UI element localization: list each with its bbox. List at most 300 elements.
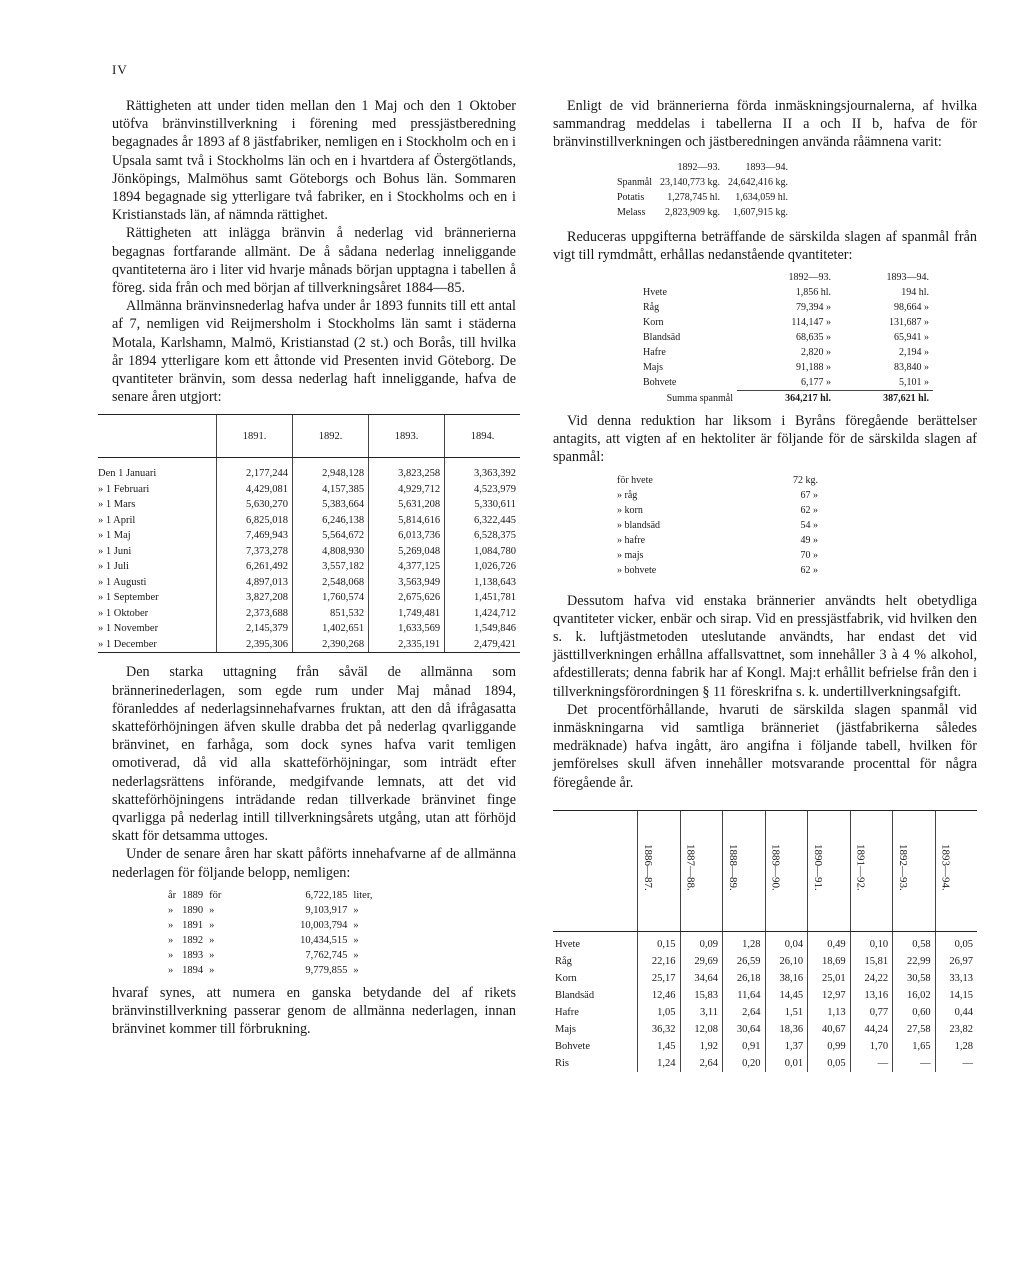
cell: 2,373,688	[217, 606, 293, 622]
row-label: » 1 Oktober	[98, 607, 149, 619]
cell: liter,	[353, 889, 373, 901]
cell: 26,18	[723, 970, 766, 987]
cell: —	[935, 1055, 977, 1072]
row-label: Spanmål	[617, 176, 652, 188]
table-header-blank	[98, 415, 217, 458]
cell: 1,45	[638, 1038, 681, 1055]
table-header	[765, 810, 808, 931]
table-header: 1894.	[445, 415, 520, 458]
row-label: » råg	[617, 489, 638, 501]
row-label: » korn	[617, 504, 643, 516]
cell: 1,749,481	[369, 606, 445, 622]
sum-cell: 387,621 hl.	[883, 393, 929, 405]
cell: 5,383,664	[293, 497, 369, 513]
cell: 12,08	[680, 1021, 723, 1038]
cell: 62 »	[800, 504, 819, 516]
cell: 83,840 »	[894, 362, 929, 374]
cell: »	[209, 904, 215, 916]
table-row	[98, 606, 520, 622]
row-label: » bohvete	[617, 564, 657, 576]
cell: 1,37	[765, 1038, 808, 1055]
table-row	[553, 1004, 977, 1021]
cell: 23,140,773 kg.	[660, 176, 720, 188]
cell: 114,147 »	[791, 317, 831, 329]
cell: 1,24	[638, 1055, 681, 1072]
cell: 12,97	[808, 987, 851, 1004]
row-label: » majs	[617, 549, 644, 561]
cell: 5,814,616	[369, 513, 445, 529]
cell: »	[353, 934, 359, 946]
cell: —	[850, 1055, 893, 1072]
table-row	[639, 315, 933, 330]
cell: 36,32	[638, 1021, 681, 1038]
cell: 2,823,909 kg.	[665, 206, 720, 218]
cell: 38,16	[765, 970, 808, 987]
cell: 15,83	[680, 987, 723, 1004]
row-label: Majs	[555, 1023, 576, 1035]
table-header-blank	[613, 160, 656, 175]
table-row	[98, 590, 520, 606]
cell: 5,564,672	[293, 528, 369, 544]
cell: 26,10	[765, 953, 808, 970]
cell: 3,11	[680, 1004, 723, 1021]
cell: 26,59	[723, 953, 766, 970]
table-row	[639, 360, 933, 375]
paragraph-conclusion: hvaraf synes, att numera en ganska betydande del af rikets bränvinstillverkning passerar genom de allmänna nederlagen, innan bränvinet kommer till förbrukning.	[112, 984, 516, 1038]
header-label: 1893—94.	[939, 844, 952, 892]
table-row	[639, 330, 933, 345]
header-label: 1890—91.	[812, 844, 825, 892]
table-row	[613, 488, 822, 503]
grain-percentage-table	[553, 810, 977, 1072]
cell: 25,01	[808, 970, 851, 987]
cell: 2,177,244	[217, 458, 293, 482]
row-label: » 1 December	[98, 637, 217, 653]
row-label: Blandsäd	[643, 332, 681, 344]
header-label: 1889—90.	[769, 844, 782, 892]
row-label: » 1 November	[98, 623, 159, 635]
row-label: Korn	[643, 317, 664, 329]
row-label: » 1 September	[98, 592, 159, 604]
row-label: Bohvete	[555, 1040, 590, 1052]
cell: 1,634,059 hl.	[735, 191, 788, 203]
cell: 1,633,569	[369, 621, 445, 637]
row-label: » 1 Mars	[98, 499, 136, 511]
sum-cell: 364,217 hl.	[785, 393, 831, 405]
cell: 67 »	[800, 489, 819, 501]
grain-volume-table	[639, 270, 933, 406]
cell: 91,188 »	[796, 362, 831, 374]
cell: 24,22	[850, 970, 893, 987]
table-row	[168, 918, 379, 933]
cell: 7,373,278	[217, 544, 293, 560]
table-row	[613, 205, 792, 220]
row-label: » 1 April	[98, 514, 136, 526]
header-label: 1891—92.	[854, 844, 867, 892]
row-label: Blandsäd	[555, 989, 595, 1001]
cell: 1892	[182, 934, 204, 946]
cell: 2,548,068	[293, 575, 369, 591]
cell: 6,825,018	[217, 513, 293, 529]
row-label: » 1 Juni	[98, 545, 132, 557]
table-row	[98, 497, 520, 513]
cell: 0,91	[723, 1038, 766, 1055]
cell: 5,631,208	[369, 497, 445, 513]
cell: »	[209, 934, 215, 946]
table-header	[850, 810, 893, 931]
paragraph-rights-yeast: Rättigheten att under tiden mellan den 1 Maj och den 1 Oktober utöfva bränvinstillverkning i förening med pressjästberedning begagnades år 1893 af 8 jästfabriker, nemligen en i Stockholm och en i Upsala samt två i Stockholms län och en i hvartdera af Östergötlands, Jönköpings, Malmöhus samt Göteborgs och Bohus län. Sommaren 1894 begagnade sig ytterligare två fabriker, en i Stockholms och en i Kristianstads län, af nämnda rättighet.	[112, 98, 516, 224]
cell: 1,28	[935, 1038, 977, 1055]
cell: 0,09	[680, 931, 723, 953]
cell: 1,451,781	[445, 590, 520, 606]
cell: 18,69	[808, 953, 851, 970]
row-label: Råg	[555, 955, 572, 967]
cell: 4,377,125	[369, 559, 445, 575]
cell: »	[168, 934, 174, 946]
cell: 15,81	[850, 953, 893, 970]
cell: 1,856 hl.	[795, 287, 831, 299]
cell: 1,607,915 kg.	[733, 206, 788, 218]
cell: »	[168, 919, 174, 931]
cell: 2,948,128	[293, 458, 369, 482]
cell: 0,49	[808, 931, 851, 953]
cell: 1894	[182, 964, 204, 976]
cell: för	[209, 889, 222, 901]
table-header-blank	[639, 270, 737, 285]
cell: 4,523,979	[445, 482, 520, 498]
cell: 49 »	[800, 534, 819, 546]
row-label: Hafre	[643, 347, 666, 359]
cell: 4,808,930	[293, 544, 369, 560]
cell: »	[209, 964, 215, 976]
header-label: 1886—87.	[642, 844, 654, 892]
cell: 4,429,081	[217, 482, 293, 498]
paragraph-other-materials: Dessutom hafva vid enstaka brännerier användts helt obetydliga qvantiteter vicker, enbär och sirap. Vid en pressjästfabrik, vid hvilken den s. k. luftjästmetoden uteslutande användts, har endast det vid jästtillverkningen erhållna affallsvattnet, som innehåller 3 à 4 % alkohol, afdestillerats; denna fabrik har af Kongl. Maj:t erhållit befrielse från den i tillverkningsförordningen § 11 föreskrifna s. k. undertillverkningsafgift.	[553, 592, 977, 700]
cell: 5,101 »	[835, 375, 933, 391]
cell: 0,58	[893, 931, 936, 953]
row-label: » blandsäd	[617, 519, 661, 531]
cell: »	[168, 904, 174, 916]
table-header-row	[553, 810, 977, 931]
page-number: IV	[112, 62, 128, 77]
cell: 2,395,306	[217, 637, 293, 653]
paragraph-may-withdrawal: Den starka uttagning från såväl de allmänna som brännerinederlagen, som egde rum under Maj månad 1894, föranleddes af nederlagsinnehafvarnes fruktan, att den då ifrågasatta skatteförhöjningen äfven skulle drabba det på nederlag qvarliggande bränvinet, en farhåga, som dock synes hafva varit temligen omotiverad, då vid alla skatteförhöjningar, som inträdt efter nederlagsrättens införande, medgifvande lemnats, att det vid skatteförhöjningens inträdande redan tillverkade bränvinet finge qvarligga på nederlag intill tillverkningsårets utgång, utan att förhöjd skatt för detsamma uttoges.	[112, 664, 516, 845]
row-label: Ris	[555, 1057, 570, 1069]
table-header	[935, 810, 977, 931]
cell: 0,99	[808, 1038, 851, 1055]
cell: 70 »	[800, 549, 819, 561]
table-header-row	[98, 415, 520, 458]
table-header: 1893—94.	[745, 161, 788, 173]
cell: »	[168, 949, 174, 961]
cell: 34,64	[680, 970, 723, 987]
cell: 2,820 »	[801, 347, 831, 359]
cell: 16,02	[893, 987, 936, 1004]
cell: 9,103,917	[305, 904, 348, 916]
cell: 194 hl.	[901, 287, 929, 299]
table-row	[553, 1021, 977, 1038]
cell: 1,13	[808, 1004, 851, 1021]
table-row	[98, 528, 520, 544]
cell: 1,424,712	[445, 606, 520, 622]
cell: 7,469,943	[217, 528, 293, 544]
cell: 2,194 »	[899, 347, 929, 359]
table-row	[98, 559, 520, 575]
cell: »	[353, 949, 359, 961]
table-header	[808, 810, 851, 931]
cell: 4,929,712	[369, 482, 445, 498]
cell: 1,138,643	[445, 575, 520, 591]
cell: 1,92	[680, 1038, 723, 1055]
table-row	[613, 533, 822, 548]
table-row	[168, 903, 379, 918]
cell: 24,642,416 kg.	[728, 176, 788, 188]
cell: 98,664 »	[894, 302, 929, 314]
paragraph-public-storage: Allmänna bränvinsnederlag hafva under år 1893 funnits till ett antal af 7, nemligen vid Reijmersholm i Stockholms län samt i städerna Motala, Karlshamn, Malmö, Kristianstad (2 st.) och Borås, till hvilka år 1894 ytterligare kom ett åttonde vid Presenten invid Göteborg. De qvantiteter bränvin, som dessa nederlag haft inneliggande, hafva de senare åren utgjort:	[112, 298, 516, 406]
cell: 25,17	[638, 970, 681, 987]
table-row	[553, 1055, 977, 1072]
cell: 1,084,780	[445, 544, 520, 560]
cell: 6,246,138	[293, 513, 369, 529]
table-header	[723, 810, 766, 931]
cell: 4,157,385	[293, 482, 369, 498]
table-row	[98, 575, 520, 591]
cell: 40,67	[808, 1021, 851, 1038]
cell: 1,65	[893, 1038, 936, 1055]
cell: 33,13	[935, 970, 977, 987]
row-label: » 1 Juli	[98, 561, 129, 573]
tax-table	[168, 888, 379, 978]
cell: 6,177 »	[737, 375, 835, 391]
table-row	[553, 970, 977, 987]
table-row	[553, 987, 977, 1004]
cell: 4,897,013	[217, 575, 293, 591]
table-header: 1893—94.	[886, 272, 929, 284]
cell: 22,99	[893, 953, 936, 970]
table-row	[168, 963, 379, 978]
table-header: 1891.	[217, 415, 293, 458]
cell: 2,479,421	[445, 637, 520, 653]
cell: 2,335,191	[369, 637, 445, 653]
right-column	[553, 97, 977, 1072]
cell: 1889	[182, 889, 204, 901]
cell: 10,434,515	[300, 934, 348, 946]
cell: 10,003,794	[300, 919, 348, 931]
table-header-row	[613, 160, 792, 175]
cell: 6,722,185	[305, 889, 348, 901]
table-header	[893, 810, 936, 931]
cell: 1,28	[723, 931, 766, 953]
row-label: Hafre	[555, 1006, 579, 1018]
cell: 1,760,574	[293, 590, 369, 606]
cell: 29,69	[680, 953, 723, 970]
cell: 1891	[182, 919, 204, 931]
cell: —	[893, 1055, 936, 1072]
table-header: 1893.	[369, 415, 445, 458]
cell: 23,82	[935, 1021, 977, 1038]
cell: 1,026,726	[445, 559, 520, 575]
cell: »	[209, 949, 215, 961]
hectoliter-weights-table	[613, 473, 822, 578]
cell: »	[353, 964, 359, 976]
table-header	[680, 810, 723, 931]
cell: 0,20	[723, 1055, 766, 1072]
cell: 0,44	[935, 1004, 977, 1021]
cell: 1,70	[850, 1038, 893, 1055]
table-row	[98, 621, 520, 637]
cell: 6,322,445	[445, 513, 520, 529]
row-label: » 1 Augusti	[98, 576, 147, 588]
cell: 68,635 »	[796, 332, 831, 344]
cell: 3,823,258	[369, 458, 445, 482]
row-label: Hvete	[643, 287, 667, 299]
cell: 0,04	[765, 931, 808, 953]
table-row	[98, 513, 520, 529]
cell: 12,46	[638, 987, 681, 1004]
table-row	[613, 175, 792, 190]
paragraph-raw-materials: Enligt de vid brännerierna förda inmäskningsjournalerna, af hvilka sammandrag meddelas i tabellerna II a och II b, hafva de för bränvinstillverkningen och jästberedningen använda råämnena varit:	[553, 98, 977, 151]
table-row	[639, 391, 933, 407]
header-label: 1892—93.	[897, 844, 910, 892]
table-header: 1892—93.	[788, 272, 831, 284]
cell: 7,762,745	[305, 949, 348, 961]
cell: 9,779,855	[305, 964, 348, 976]
row-label: Bohvete	[643, 377, 677, 389]
row-label: Majs	[643, 362, 663, 374]
cell: 6,013,736	[369, 528, 445, 544]
cell: 6,528,375	[445, 528, 520, 544]
cell: 13,16	[850, 987, 893, 1004]
cell: »	[168, 964, 174, 976]
table-row	[168, 933, 379, 948]
cell: 2,64	[723, 1004, 766, 1021]
cell: 5,630,270	[217, 497, 293, 513]
cell: 27,58	[893, 1021, 936, 1038]
cell: 26,97	[935, 953, 977, 970]
cell: 0,15	[638, 931, 681, 953]
cell: 3,827,208	[217, 590, 293, 606]
row-label: för hvete	[617, 474, 653, 486]
table-row	[98, 482, 520, 498]
row-label: Korn	[555, 972, 577, 984]
table-row	[639, 300, 933, 315]
row-label: Hvete	[555, 938, 581, 950]
cell: 5,269,048	[369, 544, 445, 560]
paragraph-tax-intro: Under de senare åren har skatt påförts innehafvarne af de allmänna nederlagen för följande belopp, nemligen:	[112, 846, 516, 881]
cell: 14,45	[765, 987, 808, 1004]
table-row	[168, 948, 379, 963]
cell: 44,24	[850, 1021, 893, 1038]
cell: 62 »	[800, 564, 819, 576]
table-header-blank	[553, 810, 638, 931]
table-row	[639, 345, 933, 360]
row-label: » 1 Februari	[98, 483, 150, 495]
table-row	[98, 458, 520, 482]
table-row	[553, 1038, 977, 1055]
cell: 1,51	[765, 1004, 808, 1021]
cell: 3,557,182	[293, 559, 369, 575]
cell: 5,330,611	[445, 497, 520, 513]
cell: 131,687 »	[889, 317, 929, 329]
paragraph-reduction: Reduceras uppgifterna beträffande de särskilda slagen af spanmål från vigt till rymdmått, erhållas nedanstående qvantiteter:	[553, 228, 977, 263]
cell: 11,64	[723, 987, 766, 1004]
cell: 30,58	[893, 970, 936, 987]
cell: 1,278,745 hl.	[667, 191, 720, 203]
table-header	[638, 810, 681, 931]
cell: 3,363,392	[445, 458, 520, 482]
cell: 2,675,626	[369, 590, 445, 606]
cell: 2,145,379	[217, 621, 293, 637]
raw-materials-table	[613, 160, 792, 220]
cell: 851,532	[293, 606, 369, 622]
table-row	[613, 548, 822, 563]
cell: 2,390,268	[293, 637, 369, 653]
cell: 6,261,492	[217, 559, 293, 575]
cell: 30,64	[723, 1021, 766, 1038]
cell: 79,394 »	[796, 302, 831, 314]
cell: »	[209, 919, 215, 931]
cell: 18,36	[765, 1021, 808, 1038]
row-label: Den 1 Januari	[98, 468, 157, 480]
cell: »	[353, 904, 359, 916]
table-row	[553, 953, 977, 970]
table-row	[168, 888, 379, 903]
table-row	[613, 563, 822, 578]
cell: 1,402,651	[293, 621, 369, 637]
table-row	[553, 931, 977, 953]
cell: 0,05	[935, 931, 977, 953]
table-row	[639, 375, 933, 391]
cell: 0,01	[765, 1055, 808, 1072]
table-header: 1892—93.	[677, 161, 720, 173]
table-row	[98, 637, 520, 653]
paragraph-percentages-intro: Det procentförhållande, hvaruti de särskilda slagen spanmål vid inmäskningarna vid samtliga bränneriet (jästfabrikerna således medräknade) hafva ingått, äro angifna i följande tabell, hvilken för jemförelses skull äfven innehåller motsvarande procenttal för några föregående år.	[553, 701, 977, 791]
cell: 2,64	[680, 1055, 723, 1072]
table-header-row	[639, 270, 933, 285]
table-row	[613, 473, 822, 488]
sum-label: Summa spanmål	[666, 392, 733, 404]
table-row	[613, 190, 792, 205]
cell: 0,77	[850, 1004, 893, 1021]
cell: 72 kg.	[793, 474, 819, 486]
table-header: 1892.	[293, 415, 369, 458]
cell: 1,549,846	[445, 621, 520, 637]
cell: 0,05	[808, 1055, 851, 1072]
row-label: Råg	[643, 302, 660, 314]
left-column	[98, 97, 516, 1039]
cell: år	[168, 889, 177, 901]
header-label: 1888—89.	[727, 844, 740, 892]
table-row	[613, 503, 822, 518]
table-row	[98, 544, 520, 560]
cell: 54 »	[800, 519, 819, 531]
cell: 1893	[182, 949, 204, 961]
cell: 1890	[182, 904, 204, 916]
cell: 65,941 »	[894, 332, 929, 344]
paragraph-rights-storage: Rättigheten att inlägga bränvin å nederlag vid brännerierna begagnas fortfarande allmänt. De å sådana nederlag inneliggande qvantiteterna äro i liter vid hvarje månads början upptagna i tabellen å föreg. sida från och med början af tillverkningsåret 1884—85.	[112, 225, 516, 297]
cell: 1,05	[638, 1004, 681, 1021]
table-row	[639, 285, 933, 300]
paragraph-weights-intro: Vid denna reduktion har liksom i Byråns föregående berättelser antagits, att vigten af en hektoliter är följande för de särskilda slagen af spanmål:	[553, 413, 977, 466]
row-label: » 1 Maj	[98, 530, 131, 542]
row-label: » hafre	[617, 534, 646, 546]
cell: 14,15	[935, 987, 977, 1004]
cell: 22,16	[638, 953, 681, 970]
monthly-storage-table	[98, 414, 520, 653]
row-label: Melass	[617, 206, 646, 218]
row-label: Potatis	[617, 191, 645, 203]
table-row	[613, 518, 822, 533]
